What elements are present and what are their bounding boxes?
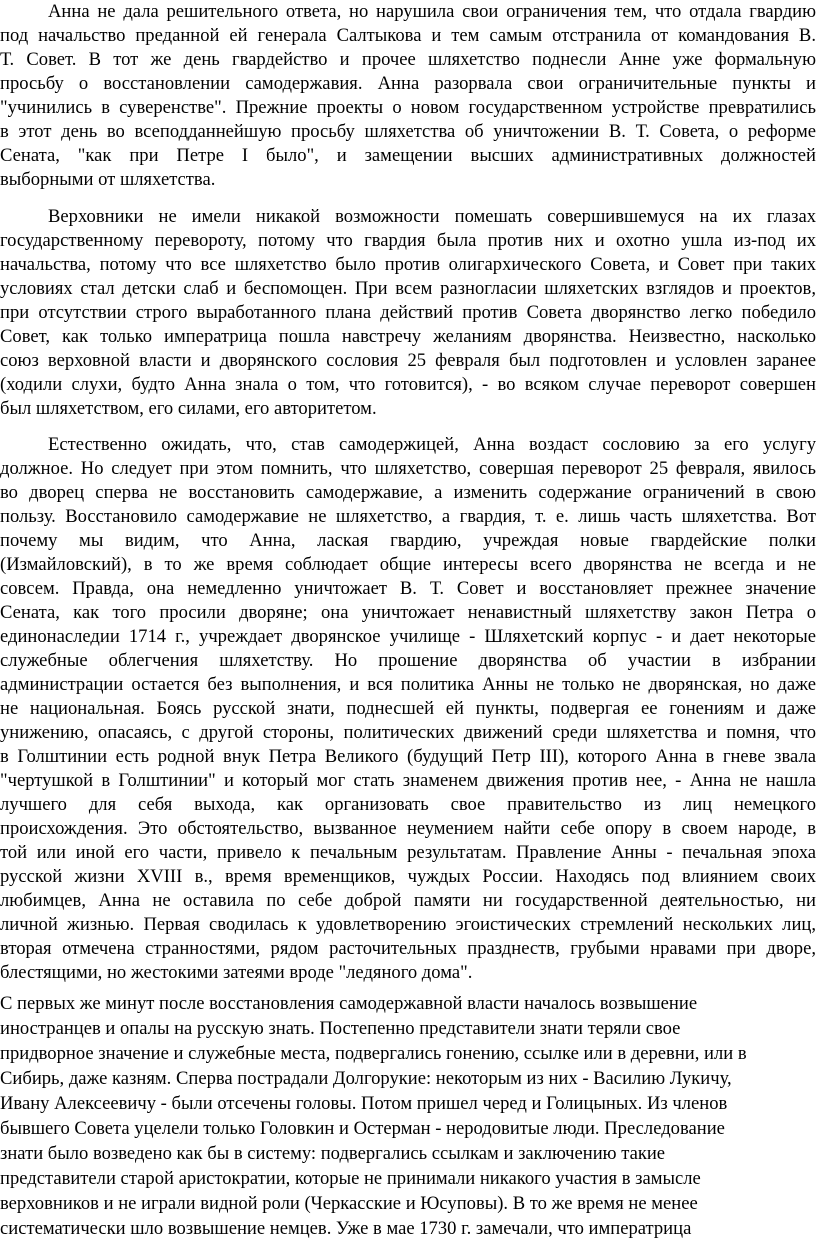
text-line: Сената, как того просили дворяне; она уничтожает ненавистный шляхетству закон Петра о [0, 602, 816, 623]
text-line: происхождения. Это обстоятельство, вызванное неумением найти себе опору в своем народе, в [0, 818, 816, 839]
text-line: союз верховной власти и дворянского сословия 25 февраля был подготовлен и условлен заранее [0, 350, 816, 371]
text-line: пользу. Восстановило самодержавие не шляхетство, а гвардия, т. е. лишь часть шляхетства. Вот [0, 506, 816, 527]
text-line: иностранцев и опалы на русскую знать. Постепенно представители знати теряли свое [0, 1018, 681, 1039]
text-line: Сената, "как при Петре I было", и замещении высших административных должностей [0, 145, 816, 166]
text-line: представители старой аристократии, которые не принимали никакого участия в замысле [0, 1168, 701, 1189]
text-line: Сибирь, даже казням. Сперва пострадали Долгорукие: некоторым из них - Василию Лукичу, [0, 1068, 732, 1089]
text-line: Анна не дала решительного ответа, но нарушила свои ограничения тем, что отдала гвардию [48, 1, 816, 22]
text-line: единонаследии 1714 г., учреждает дворянское училище - Шляхетский корпус - и дает некоторые [0, 626, 816, 647]
text-line: совсем. Правда, она немедленно уничтожает В. Т. Совет и восстановляет прежнее значение [0, 578, 816, 599]
text-line: вторая отмечена странностями, рядом расточительных празднеств, грубыми нравами при дворе, [0, 938, 816, 959]
text-line: верховников и не играли видной роли (Черкасские и Юсуповы). В то же время не менее [0, 1193, 698, 1214]
text-line: той или иной его части, привело к печальным результатам. Правление Анны - печальная эпоха [0, 842, 816, 863]
text-line: в этот день во всеподданнейшую просьбу шляхетства об уничтожении В. Т. Совета, о реформе [0, 121, 816, 142]
text-line: бывшего Совета уцелели только Головкин и Остерман - неродовитые люди. Преследование [0, 1118, 725, 1139]
text-line: придворное значение и служебные места, подвергались гонению, ссылке или в деревни, или в [0, 1043, 747, 1064]
text-line: систематически шло возвышение немцев. Уже в мае 1730 г. замечали, что императрица [0, 1218, 692, 1239]
text-line: "учинились в суверенстве". Прежние проекты о новом государственном устройстве превратились [0, 97, 816, 118]
text-line: унижению, опасаясь, с другой стороны, политических движений среди шляхетства и помня, что [0, 722, 816, 743]
text-line: (Измайловский), в то же время соблюдает общие интересы всего дворянства не всегда и не [0, 554, 816, 575]
text-line: С первых же минут после восстановления самодержавной власти началось возвышение [0, 993, 698, 1014]
text-line: Верховники не имели никакой возможности помешать совершившемуся на их глазах [48, 206, 816, 227]
text-line: во дворец сперва не восстановить самодержавие, а изменить содержание ограничений в свою [0, 482, 816, 503]
text-line: "чертушкой в Голштинии" и который мог стать знаменем движения против нее, - Анна не нашла [0, 770, 816, 791]
text-line: Естественно ожидать, что, став самодержицей, Анна воздаст сословию за его услугу [48, 434, 816, 455]
text-line: служебные облегчения шляхетству. Но прошение дворянства об участии в избрании [0, 650, 816, 671]
text-line: условиях стал детски слаб и беспомощен. При всем разногласии шляхетских взглядов и проектов, [0, 278, 816, 299]
text-line: знати было возведено как бы в систему: подвергались ссылкам и заключению такие [0, 1143, 666, 1164]
text-line: русской жизни XVIII в., время временщиков, чуждых России. Находясь под влиянием своих [0, 866, 816, 887]
text-line: начальства, потому что все шляхетство было против олигархического Совета, и Совет при таких [0, 254, 816, 275]
text-line: при отсутствии строго выработанного плана действий против Совета дворянство легко победило [0, 302, 816, 323]
text-line: под начальство преданной ей генерала Салтыкова и тем самым отстранила от командования В. [0, 25, 816, 46]
text-line: в Голштинии есть родной внук Петра Великого (будущий Петр III), которого Анна в гневе звала [0, 746, 816, 767]
text-line: не национальная. Боясь русской знати, поднесшей ей пункты, подвергая ее гонениям и даже [0, 698, 816, 719]
text-line: Т. Совет. В тот же день гвардейство и прочее шляхетство поднесли Анне уже формальную [0, 49, 816, 70]
text-line: просьбу о восстановлении самодержавия. Анна разорвала свои ограничительные пункты и [0, 73, 816, 94]
text-line: (ходили слухи, будто Анна знала о том, что готовится), - во всяком случае переворот совершен [0, 374, 816, 395]
text-line: выборными от шляхетства. [0, 169, 216, 190]
text-line: государственному перевороту, потому что гвардия была против них и охотно ушла из-под их [0, 230, 816, 251]
text-line: должное. Но следует при этом помнить, что шляхетство, совершая переворот 25 февраля, явилось [0, 458, 816, 479]
text-line: был шляхетством, его силами, его авторитетом. [0, 398, 377, 419]
text-line: Совет, как только императрица пошла навстречу желаниям дворянства. Неизвестно, насколько [0, 326, 816, 347]
text-line: Ивану Алексеевичу - были отсечены головы. Потом пришел черед и Голицыных. Из членов [0, 1093, 728, 1114]
text-line: почему мы видим, что Анна, лаская гвардию, учреждая новые гвардейские полки [0, 530, 816, 551]
text-line: блестящими, но жестокими затеями вроде "ледяного дома". [0, 962, 473, 983]
text-line: любимцев, Анна не оставила по себе доброй памяти ни государственной деятельностью, ни [0, 890, 816, 911]
text-line: администрации остается без выполнения, и вся политика Анны не только не дворянская, но даже [0, 674, 816, 695]
text-line: лучшего для себя выхода, как организовать свое правительство из лиц немецкого [0, 794, 816, 815]
text-line: личной жизнью. Первая сводилась к удовлетворению эгоистических стремлений нескольких лиц, [0, 914, 816, 935]
